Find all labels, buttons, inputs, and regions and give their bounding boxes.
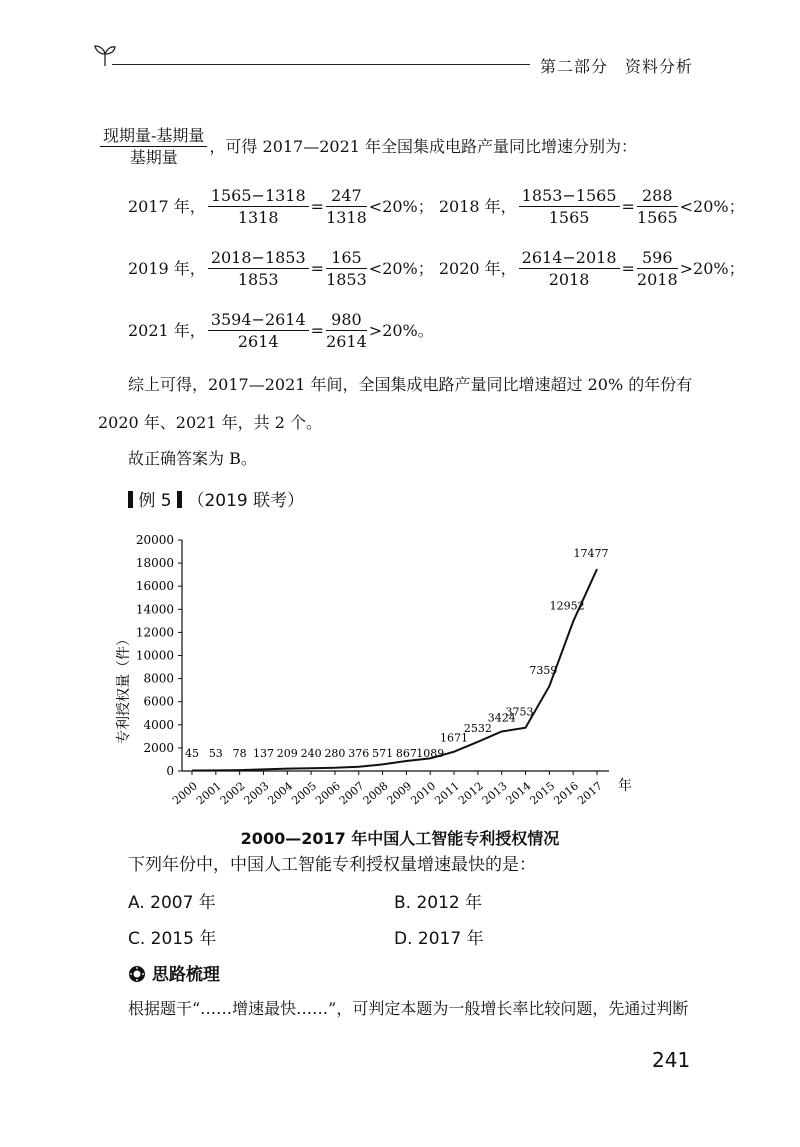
data-label: 17477: [573, 547, 609, 561]
x-tick-label: 2001: [193, 779, 224, 808]
x-tick-label: 2004: [265, 779, 296, 808]
y-tick-label: 8000: [143, 671, 174, 686]
calc-compare: >20%；: [679, 259, 745, 278]
calc-fraction: $\frac{2614-2018}{2018}$: [519, 248, 620, 291]
x-tick-label: 2003: [241, 779, 272, 808]
data-label: 1671: [440, 731, 469, 745]
x-tick-label: 2010: [408, 779, 439, 808]
summary-line-1: 综上可得，2017—2021 年间，全国集成电路产量同比增速超过 20% 的年份有: [128, 375, 693, 394]
y-tick-label: 2000: [143, 740, 174, 755]
calc-year: 2021 年，: [128, 321, 206, 340]
calc-fraction: $\frac{165}{1853}$: [326, 248, 367, 289]
calc-fraction: $\frac{2018-1853}{1853}$: [208, 248, 309, 291]
y-tick-label: 18000: [135, 556, 174, 571]
y-tick-label: 12000: [135, 625, 174, 640]
x-tick-label: 2015: [527, 779, 558, 808]
calc-line-1: 2017 年， $\frac{1565-1318}{1318}$ = $\frac{247}{1318}$ <20%； 2018 年， $\frac{1853-1565}{1565}$ = $\frac{288}{1565}$ <20%；: [128, 186, 745, 227]
growth-formula: [100, 126, 207, 169]
x-tick-label: 2012: [456, 779, 486, 808]
calc-year: 2017 年，: [128, 197, 206, 216]
x-tick-label: 2000: [170, 779, 200, 808]
calc-fraction: $\frac{1565-1318}{1318}$: [208, 186, 309, 229]
gear-icon: [128, 965, 146, 983]
bracket-bar-right: [177, 491, 182, 508]
data-label: 7359: [529, 664, 558, 678]
y-axis-label: 专利授权量（件）: [116, 632, 132, 744]
data-label: 137: [252, 747, 274, 760]
data-label: 53: [208, 747, 223, 760]
data-label: 1089: [416, 747, 445, 760]
calc-fraction: $\frac{980}{2614}$: [326, 310, 367, 351]
data-label: 280: [324, 747, 346, 760]
header-rule: [112, 64, 530, 65]
x-tick-label: 2006: [313, 779, 343, 808]
calc-year: 2020 年，: [438, 259, 517, 278]
data-label: 45: [185, 747, 199, 760]
calc-compare: <20%；: [368, 197, 434, 216]
calc-fraction: $\frac{596}{2018}$: [636, 248, 678, 289]
option-d[interactable]: D. 2017 年: [394, 929, 484, 949]
calc-compare: <20%；: [368, 259, 434, 278]
formula-tail: ，可得 2017—2021 年全国集成电路产量同比增速分别为：: [209, 137, 638, 156]
calc-fraction: $\frac{288}{1565}$: [636, 186, 678, 227]
y-tick-label: 4000: [143, 717, 174, 732]
option-c[interactable]: C. 2015 年: [128, 929, 217, 949]
x-tick-label: 2013: [479, 779, 510, 808]
calc-compare: >20%。: [368, 321, 434, 340]
calc-year: 2019 年，: [128, 259, 206, 278]
patent-line-chart: [100, 528, 660, 828]
calc-compare: <20%；: [679, 197, 745, 216]
formula-numerator: 现期量-基期量: [100, 126, 207, 147]
question-text: 下列年份中，中国人工智能专利授权量增速最快的是：: [128, 855, 536, 875]
data-label: 12952: [549, 599, 585, 613]
y-tick-label: 16000: [135, 579, 174, 594]
y-tick-label: 10000: [135, 648, 174, 663]
answer-line: 故正确答案为 B。: [128, 449, 257, 468]
page-number: 241: [652, 1048, 691, 1072]
section-heading-text: 思路梳理: [151, 965, 220, 985]
option-a[interactable]: A. 2007 年: [128, 893, 216, 913]
calc-line-2: 2019 年， $\frac{2018-1853}{1853}$ = $\frac{165}{1853}$ <20%； 2020 年， $\frac{2614-2018}{2018}$ = $\frac{596}{2018}$ >20%；: [128, 248, 745, 289]
formula-denominator: 基期量: [129, 148, 178, 167]
section-heading: [128, 960, 220, 985]
y-tick-label: 6000: [143, 694, 174, 709]
y-tick-label: 20000: [135, 533, 174, 547]
chart-title: 2000—2017 年中国人工智能专利授权情况: [240, 829, 560, 848]
y-tick-label: 0: [166, 764, 174, 778]
calc-fraction: $\frac{1853-1565}{1565}$: [519, 186, 620, 229]
data-label: 209: [276, 747, 298, 760]
summary-line-2: 2020 年、2021 年，共 2 个。: [98, 413, 322, 432]
bracket-bar-left: [128, 491, 133, 508]
x-tick-label: 2007: [336, 779, 367, 808]
x-tick-label: 2002: [217, 779, 248, 808]
data-label: 376: [348, 747, 370, 760]
data-label: 3424: [487, 711, 516, 725]
x-tick-label: 2014: [503, 779, 534, 808]
data-label: 3753: [505, 705, 534, 719]
x-tick-label: 2008: [360, 779, 391, 808]
data-label: 240: [300, 747, 322, 760]
x-tick-label: 2005: [289, 779, 320, 808]
example-label: 例 5: [138, 491, 172, 511]
x-tick-label: 2016: [551, 779, 582, 808]
x-tick-label: 2017: [575, 779, 605, 808]
x-tick-label: 2011: [432, 779, 462, 808]
data-label: 78: [232, 747, 247, 760]
x-tick-label: 2009: [384, 779, 415, 808]
y-tick-label: 14000: [135, 602, 174, 617]
body-last-line: 根据题干“……增速最快……”，可判定本题为一般增长率比较问题，先通过判断: [128, 999, 689, 1018]
calc-fraction: $\frac{247}{1318}$: [326, 186, 367, 227]
data-label: 571: [372, 747, 394, 760]
example-header: [128, 486, 304, 511]
formula-line: [98, 126, 637, 169]
calc-year: 2018 年，: [438, 197, 517, 216]
data-label: 867: [395, 747, 417, 760]
example-source: （2019 联考）: [187, 491, 305, 511]
x-axis-label: 年: [618, 778, 632, 794]
calc-line-3: 2021 年， $\frac{3594-2614}{2614}$ = $\frac{980}{2614}$ >20%。: [128, 310, 434, 351]
option-b[interactable]: B. 2012 年: [394, 893, 483, 913]
header-section-title: 第二部分 资料分析: [540, 57, 694, 76]
data-label: 2532: [463, 721, 492, 735]
calc-fraction: $\frac{3594-2614}{2614}$: [208, 310, 309, 353]
